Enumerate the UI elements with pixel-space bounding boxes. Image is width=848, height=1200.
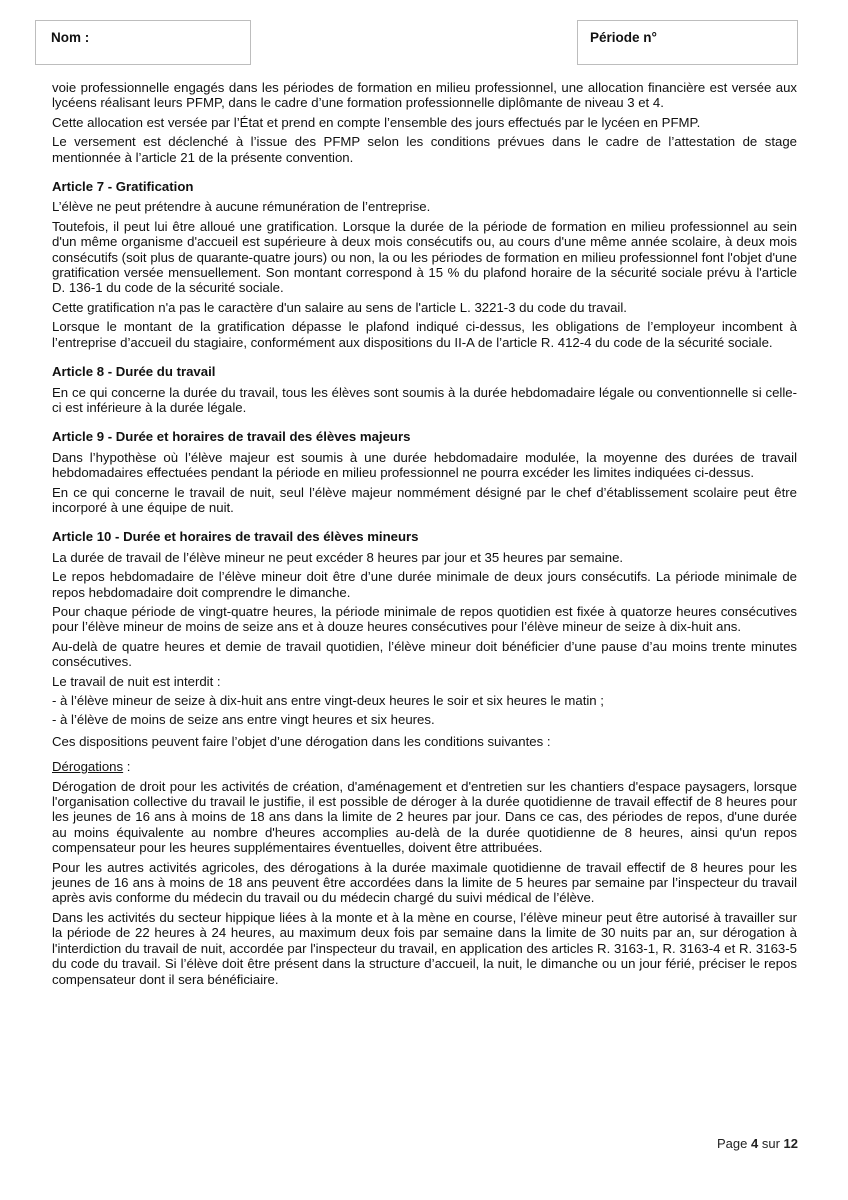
derogations-heading [52, 759, 797, 774]
paragraph: Dans les activités du secteur hippique liées à la monte et à la mène en course, l’élève mineur peut être autorisé à travailler sur la période de 22 heures à 24 heures, au maximum deux fois par semaine dans la limite de 30 nuits par an, sur dérogation à l'interdiction du travail de nuit, accordée par l'inspecteur du travail, en application des articles R. 3163-1, R. 3163-4 et R. 3163-5 du code du travail. Si l’élève doit être présent dans la structure d’accueil, la nuit, le dimanche ou un jour férié, préciser le repos compensateur dont il sera bénéficiaire. [52, 909, 797, 987]
nom-label: Nom : [51, 30, 90, 45]
paragraph: Lorsque le montant de la gratification dépasse le plafond indiqué ci-dessus, les obligations de l’employeur incombent à l’entreprise d’accueil du stagiaire, conformément aux dispositions du II-A de l’article R. 412-4 du code de la sécurité sociale. [52, 319, 797, 350]
paragraph: Au-delà de quatre heures et demie de travail quotidien, l’élève mineur doit bénéficier d’une pause d’au moins trente minutes consécutives. [52, 638, 797, 670]
derogations-title: Dérogations [52, 759, 124, 775]
paragraph: Toutefois, il peut lui être alloué une gratification. Lorsque la durée de la période de formation en milieu professionnel au sein d'un même organisme d'accueil est supérieure à deux mois consécutifs ou, au cours d'une même année scolaire, à deux mois consécutifs (soit plus de quarante-quatre jours) ou non, la ou les périodes de formation en milieu professionnel font l'objet d'une gratification versée mensuellement. Son montant correspond à 15 % du plafond horaire de la sécurité sociale prévu à l'article D. 136-1 du code de la sécurité sociale. [52, 218, 797, 296]
list-item: - à l’élève mineur de seize à dix-huit ans entre vingt-deux heures le soir et six heures le matin ; [52, 693, 604, 708]
periode-label: Période n° [590, 30, 657, 45]
paragraph: L’élève ne peut prétendre à aucune rémunération de l’entreprise. [52, 199, 431, 215]
page-current: 4 [750, 1136, 759, 1151]
paragraph: Pour les autres activités agricoles, des dérogations à la durée maximale quotidienne de travail effectif de 8 heures pour les jeunes de 16 ans à moins de 18 ans peuvent être accordées dans la limite de 5 heures par semaine par l’inspecteur du travail après avis conforme du médecin du travail ou du médecin chargé du suivi médical de l’élève. [52, 859, 797, 906]
paragraph: Dans l’hypothèse où l’élève majeur est soumis à une durée hebdomadaire modulée, la moyenne des durées de travail hebdomadaires effectuées pendant la période en milieu professionnel ne pourra excéder les limites indiquées ci-dessus. [52, 449, 797, 481]
paragraph: Cette gratification n'a pas le caractère d'un salaire au sens de l'article L. 3221-3 du code du travail. [52, 299, 627, 315]
paragraph: Le travail de nuit est interdit : [52, 673, 221, 689]
page-number [717, 1136, 798, 1151]
paragraph: Cette allocation est versée par l’État et prend en compte l’ensemble des jours effectués par le lycéen en PFMP. [52, 114, 701, 130]
paragraph: Le repos hebdomadaire de l’élève mineur doit être d’une durée minimale de deux jours consécutifs. La période minimale de repos hebdomadaire doit comprendre le dimanche. [52, 569, 797, 600]
paragraph: En ce qui concerne le travail de nuit, seul l’élève majeur nommément désigné par le chef d’établissement scolaire peut être incorporé à une équipe de nuit. [52, 484, 797, 515]
paragraph: Ces dispositions peuvent faire l’objet d’une dérogation dans les conditions suivantes : [52, 733, 551, 749]
paragraph: Pour chaque période de vingt-quatre heures, la période minimale de repos quotidien est fixée à quatorze heures consécutives pour l’élève mineur de moins de seize ans et à douze heures consécutives pour l’élève mineur de seize à dix-huit ans. [52, 603, 797, 635]
periode-field-box [577, 20, 798, 65]
paragraph: voie professionnelle engagés dans les périodes de formation en milieu professionnel, une allocation financière est versée aux lycéens réalisant leurs PFMP, dans le cadre d’une formation professionnelle diplômante de niveau 3 et 4. [52, 80, 797, 111]
article-10-heading: Article 10 - Durée et horaires de travail des élèves mineurs [52, 529, 419, 545]
article-7-heading: Article 7 - Gratification [52, 179, 194, 195]
article-8-heading: Article 8 - Durée du travail [52, 364, 216, 380]
article-9-heading: Article 9 - Durée et horaires de travail des élèves majeurs [52, 429, 411, 445]
list-item: - à l’élève de moins de seize ans entre vingt heures et six heures. [52, 712, 435, 728]
derogations-colon: : [123, 759, 131, 775]
paragraph: En ce qui concerne la durée du travail, tous les élèves sont soumis à la durée hebdomadaire légale ou conventionnelle si celle-ci est inférieure à la durée légale. [52, 384, 797, 415]
paragraph: Dérogation de droit pour les activités de création, d'aménagement et d'entretien sur les chantiers d'espace paysagers, lorsque l'organisation collective du travail le justifie, il est possible de déroger à la durée quotidienne de travail effectif de 8 heures pour les jeunes de 16 ans à moins de 18 ans dans la limite de 2 heures par jour. Dans ce cas, des périodes de repos, d'une durée au moins équivalente au nombre d'heures accomplies au-delà de la durée quotidienne de 8 heures, ainsi qu'un repos compensateur pour les heures supplémentaires éventuelles, doivent être attribuées. [52, 778, 797, 856]
nom-field-box [35, 20, 251, 65]
document-body [52, 80, 797, 991]
paragraph: La durée de travail de l’élève mineur ne peut excéder 8 heures par jour et 35 heures par semaine. [52, 549, 624, 565]
paragraph: Le versement est déclenché à l’issue des PFMP selon les conditions prévues dans le cadre de l’attestation de stage mentionnée à l’article 21 de la présente convention. [52, 134, 797, 165]
sur-word: sur [761, 1136, 780, 1151]
page-word: Page [716, 1136, 748, 1151]
page-total: 12 [783, 1136, 798, 1151]
